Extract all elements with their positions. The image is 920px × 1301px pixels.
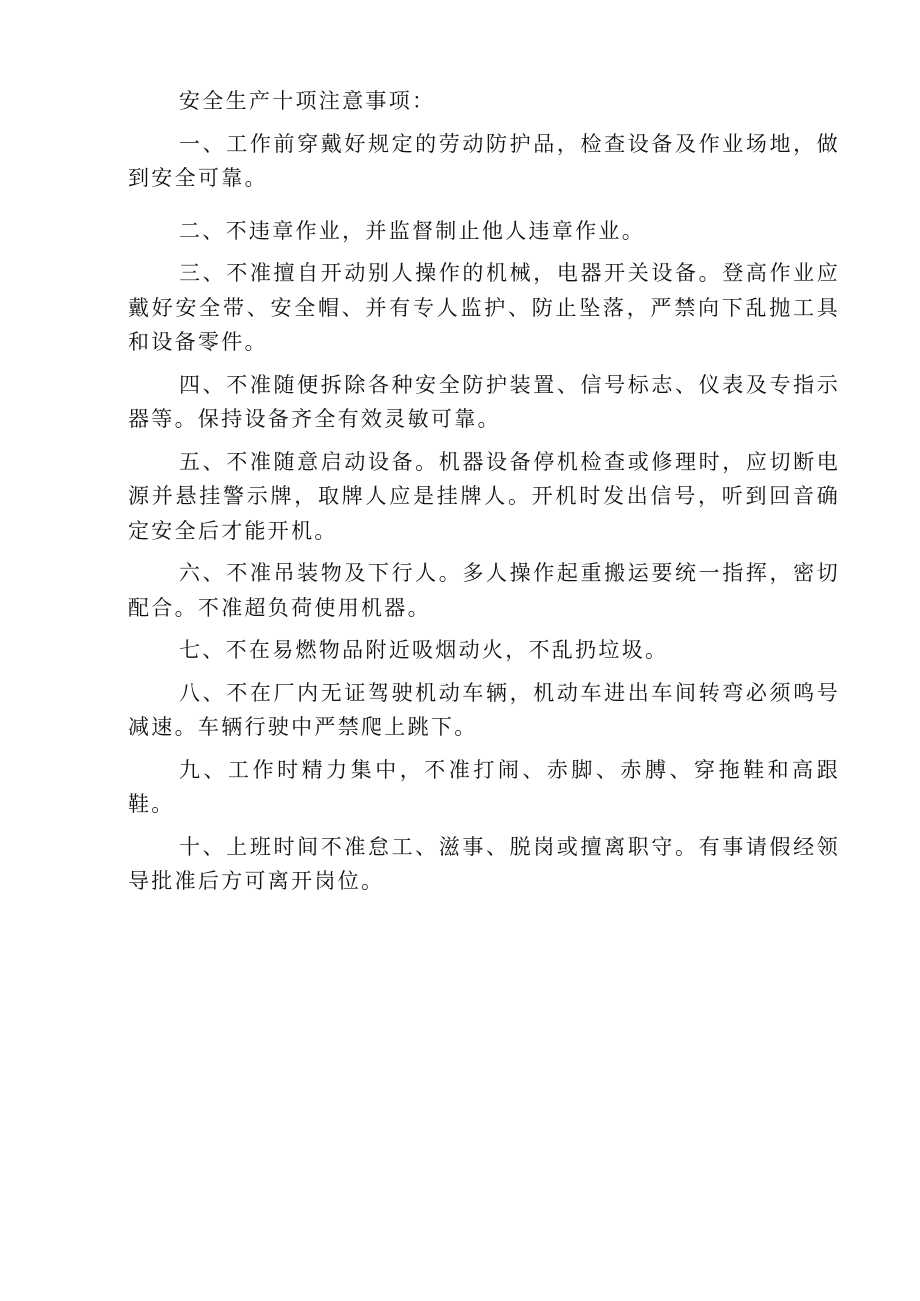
rule-item-2: 二、不违章作业，并监督制止他人违章作业。 xyxy=(179,218,645,243)
rule-item-9: 九、工作时精力集中，不准打闹、赤脚、赤膊、穿拖鞋和高跟鞋。 xyxy=(128,757,840,816)
rule-item-1: 一、工作前穿戴好规定的劳动防护品，检查设备及作业场地，做到安全可靠。 xyxy=(128,131,840,190)
rule-item-3: 三、不准擅自开动别人操作的机械，电器开关设备。登高作业应戴好安全带、安全帽、并有专人监护、防止坠落，严禁向下乱抛工具和设备零件。 xyxy=(128,261,840,354)
rule-item-5: 五、不准随意启动设备。机器设备停机检查或修理时，应切断电源并悬挂警示牌，取牌人应是挂牌人。开机时发出信号，听到回音确定安全后才能开机。 xyxy=(128,449,840,543)
rule-item-8: 八、不在厂内无证驾驶机动车辆，机动车进出车间转弯必须鸣号减速。车辆行驶中严禁爬上跳下。 xyxy=(128,680,840,739)
rule-item-6: 六、不准吊装物及下行人。多人操作起重搬运要统一指挥，密切配合。不准超负荷使用机器。 xyxy=(128,561,840,620)
rule-item-10: 十、上班时间不准怠工、滋事、脱岗或擅离职守。有事请假经领导批准后方可离开岗位。 xyxy=(128,834,840,893)
rule-item-7: 七、不在易燃物品附近吸烟动火，不乱扔垃圾。 xyxy=(179,638,669,662)
document-body xyxy=(128,84,840,907)
rule-item-4: 四、不准随便拆除各种安全防护装置、信号标志、仪表及专指示器等。保持设备齐全有效灵敏可靠。 xyxy=(128,372,840,431)
document-heading: 安全生产十项注意事项： xyxy=(179,89,436,113)
